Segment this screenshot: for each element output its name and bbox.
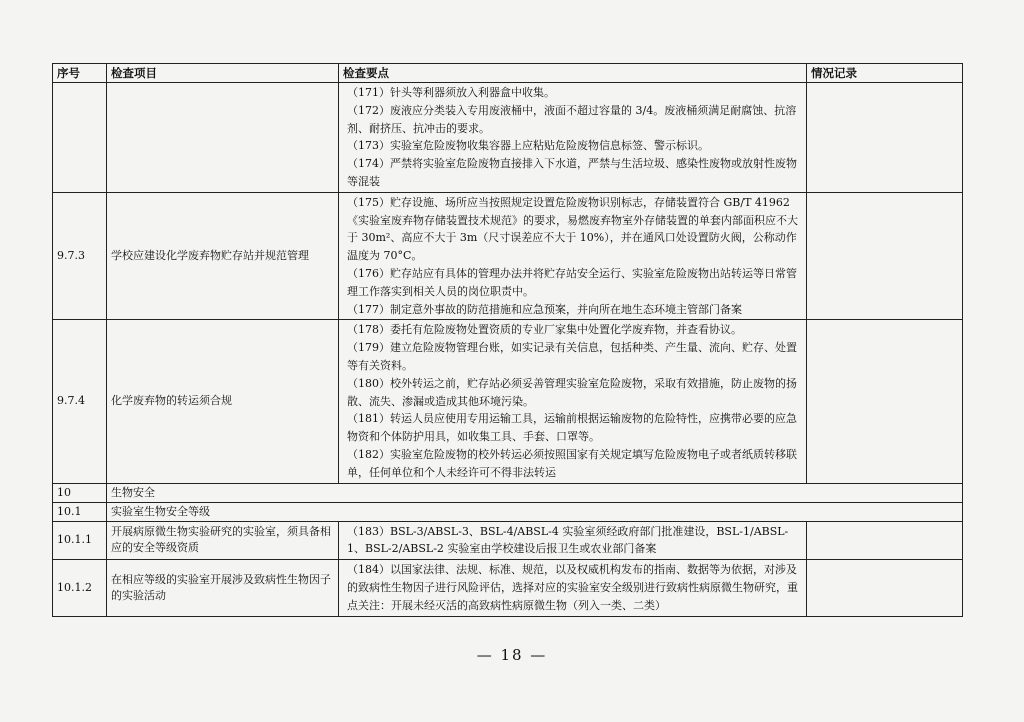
row-record bbox=[807, 192, 963, 320]
inspection-table bbox=[52, 63, 963, 617]
checkpoint: （183）BSL-3/ABSL-3、BSL-4/ABSL-4 实验室须经政府部门批准建设，BSL-1/ABSL-1、BSL-2/ABSL-2 实验室由学校建设后报卫生或农业部门备案 bbox=[347, 524, 789, 556]
checkpoint: （181）转运人员应使用专用运输工具，运输前根据运输废物的危险特性，应携带必要的应急物资和个体防护用具，如收集工具、手套、口罩等。 bbox=[347, 412, 797, 444]
checkpoint: （174）严禁将实验室危险废物直接排入下水道，严禁与生活垃圾、感染性废物或放射性废物等混装 bbox=[347, 157, 797, 188]
checkpoint: （172）废液应分类装入专用废液桶中，液面不超过容量的 3/4。废液桶须满足耐腐蚀、抗溶剂、耐挤压、抗冲击的要求。 bbox=[347, 103, 797, 135]
header-item: 检查项目 bbox=[107, 64, 339, 83]
page-number: — 18 — bbox=[476, 646, 548, 664]
row-record bbox=[807, 83, 963, 193]
checkpoint: （179）建立危险废物管理台账，如实记录有关信息，包括种类、产生量、流向、贮存、处置等有关资料。 bbox=[347, 341, 797, 372]
row-id: 9.7.3 bbox=[53, 192, 107, 320]
table-row bbox=[53, 320, 963, 483]
row-item: 在相应等级的实验室开展涉及致病性生物因子的实验活动 bbox=[107, 560, 339, 616]
row-id: 10.1.1 bbox=[53, 521, 107, 560]
checkpoint: （175）贮存设施、场所应当按照规定设置危险废物识别标志，存储装置符合 GB/T 41962《实验室废弃物存储装置技术规范》的要求，易燃废弃物室外存储装置的单套内部面积应不大于 30m²、高应不大于 3m（尺寸误差应不大于 10%），并在通风口处设置防火阀，公称动作温度为 70°C。 bbox=[347, 195, 798, 263]
table-header-row bbox=[53, 64, 963, 83]
section-title: 生物安全 bbox=[107, 483, 963, 502]
row-id: 10.1.2 bbox=[53, 560, 107, 616]
checkpoint: （173）实验室危险废物收集容器上应粘贴危险废物信息标签、警示标识。 bbox=[347, 139, 709, 153]
row-points bbox=[339, 560, 807, 616]
row-points bbox=[339, 83, 807, 193]
row-points bbox=[339, 521, 807, 560]
row-id: 9.7.4 bbox=[53, 320, 107, 483]
checkpoint: （180）校外转运之前，贮存站必须妥善管理实验室危险废物，采取有效措施，防止废物的扬散、流失、渗漏或造成其他环境污染。 bbox=[347, 376, 797, 408]
checkpoint: （178）委托有危险废物处置资质的专业厂家集中处置化学废弃物，并查看协议。 bbox=[347, 323, 742, 337]
row-item: 学校应建设化学废弃物贮存站并规范管理 bbox=[107, 192, 339, 320]
row-record bbox=[807, 521, 963, 560]
section-row bbox=[53, 502, 963, 521]
table-row bbox=[53, 560, 963, 616]
checkpoint: （177）制定意外事故的防范措施和应急预案，并向所在地生态环境主管部门备案 bbox=[347, 302, 742, 316]
row-record bbox=[807, 560, 963, 616]
checkpoint: （176）贮存站应有具体的管理办法并将贮存站安全运行、实验室危险废物出站转运等日常管理工作落实到相关人员的岗位职责中。 bbox=[347, 266, 797, 298]
section-id: 10.1 bbox=[53, 502, 107, 521]
row-points bbox=[339, 320, 807, 483]
header-serial: 序号 bbox=[53, 64, 107, 83]
table-row bbox=[53, 192, 963, 320]
row-record bbox=[807, 320, 963, 483]
row-points bbox=[339, 192, 807, 320]
section-id: 10 bbox=[53, 483, 107, 502]
checkpoint: （182）实验室危险废物的校外转运必须按照国家有关规定填写危险废物电子或者纸质转移联单，任何单位和个人未经许可不得非法转运 bbox=[347, 447, 797, 479]
row-item bbox=[107, 83, 339, 193]
row-item: 开展病原微生物实验研究的实验室，须具备相应的安全等级资质 bbox=[107, 521, 339, 560]
section-row bbox=[53, 483, 963, 502]
table-row bbox=[53, 83, 963, 193]
table-row bbox=[53, 521, 963, 560]
checkpoint: （171）针头等利器须放入利器盒中收集。 bbox=[347, 86, 555, 99]
row-item: 化学废弃物的转运须合规 bbox=[107, 320, 339, 483]
header-points: 检查要点 bbox=[339, 64, 807, 83]
header-record: 情况记录 bbox=[807, 64, 963, 83]
section-title: 实验室生物安全等级 bbox=[107, 502, 963, 521]
row-id bbox=[53, 83, 107, 193]
checkpoint: （184）以国家法律、法规、标准、规范，以及权威机构发布的指南、数据等为依据，对涉及的致病性生物因子进行风险评估，选择对应的实验室安全级别进行致病性病原微生物研究，重点关注：开展未经灭活的高致病性病原微生物（列入一类、二类） bbox=[347, 563, 798, 612]
